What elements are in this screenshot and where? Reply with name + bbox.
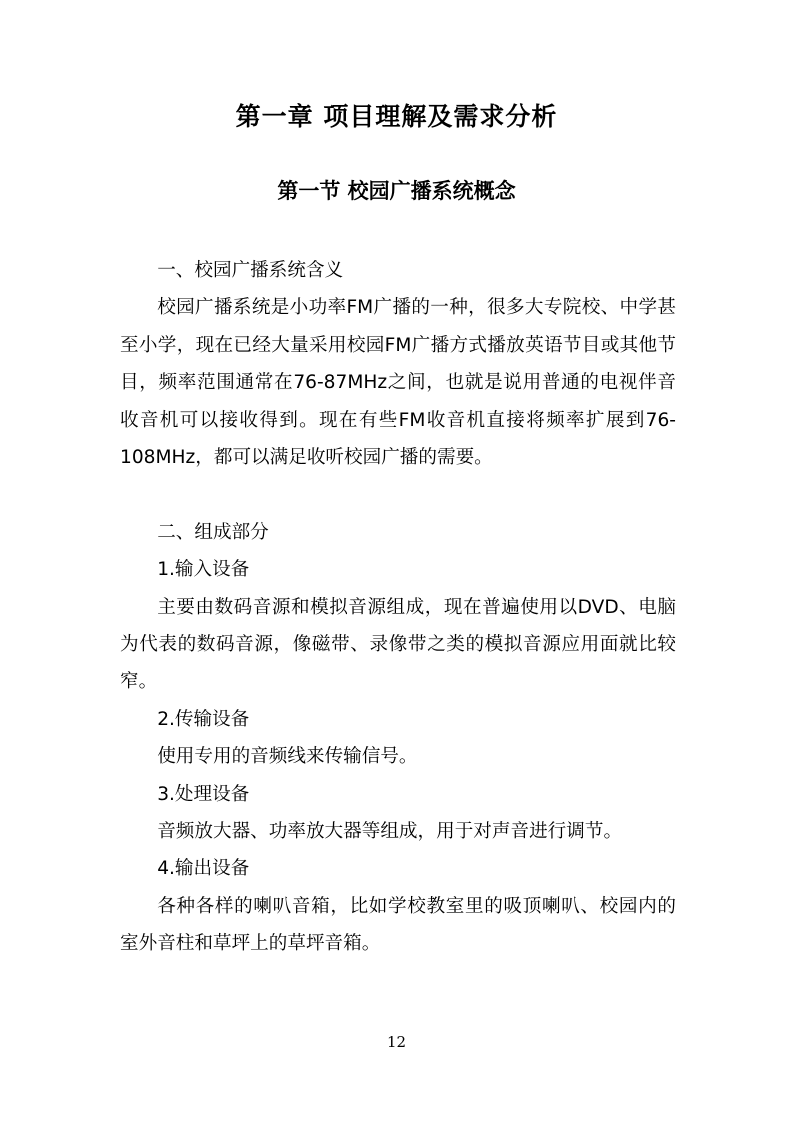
- item-text-input: 主要由数码音源和模拟音源组成，现在普遍使用以DVD、电脑为代表的数码音源，像磁带、录像带之类的模拟音源应用面就比较窄。: [120, 596, 676, 693]
- item-text-processing: 音频放大器、功率放大器等组成，用于对声音进行调节。: [157, 821, 623, 843]
- part2-heading: 二、组成部分: [157, 521, 269, 543]
- item-title-output: 4.输出设备: [157, 858, 250, 880]
- page-number: 12: [386, 1033, 407, 1051]
- item-title-transmission: 2.传输设备: [157, 708, 250, 730]
- paragraph-spacer: [120, 476, 676, 513]
- item-text-output: 各种各样的喇叭音箱，比如学校教室里的吸顶喇叭、校园内的室外音柱和草坪上的草坪音箱。: [120, 895, 676, 955]
- item-title-processing: 3.处理设备: [157, 783, 250, 805]
- item-text-transmission: 使用专用的音频线来传输信号。: [157, 746, 418, 768]
- body-text: [120, 252, 676, 963]
- item-title-input: 1.输入设备: [157, 559, 250, 581]
- part1-paragraph: 校园广播系统是小功率FM广播的一种，很多大专院校、中学甚至小学，现在已经大量采用校园FM广播方式播放英语节目或其他节目，频率范围通常在76-87MHz之间，也就是说用普通的电视伴音收音机可以接收得到。现在有些FM收音机直接将频率扩展到76-108MHz，都可以满足收听校园广播的需要。: [120, 297, 676, 469]
- section-title: 第一节 校园广播系统概念: [277, 179, 516, 203]
- chapter-title: 第一章 项目理解及需求分析: [235, 102, 558, 131]
- part1-heading: 一、校园广播系统含义: [157, 260, 344, 281]
